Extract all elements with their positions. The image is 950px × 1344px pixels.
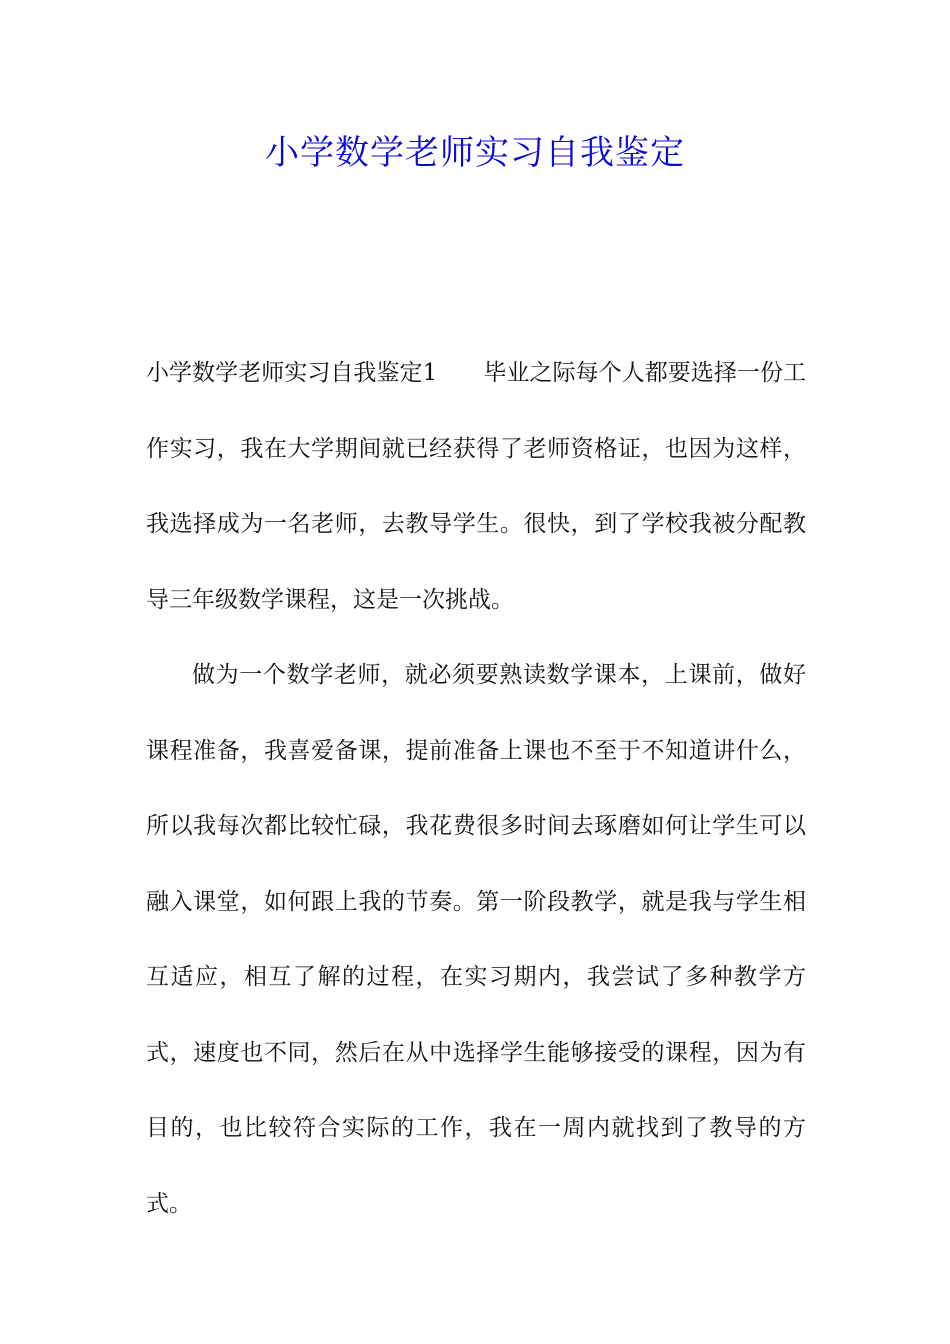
document-title: 小学数学老师实习自我鉴定 — [265, 133, 685, 173]
paragraph-2: 做为一个数学老师，就必须要熟读数学课本，上课前，做好课程准备，我喜爱备课，提前准备上课也不至于不知道讲什么，所以我每次都比较忙碌，我花费很多时间去琢磨如何让学生可以融入课堂，如何跟上我的节奏。第一阶段教学，就是我与学生相互适应，相互了解的过程，在实习期内，我尝试了多种教学方式，速度也不同，然后在从中选择学生能够接受的课程，因为有目的，也比较符合实际的工作，我在一周内就找到了教导的方式。 — [146, 662, 806, 1217]
paragraph-1: 小学数学老师实习自我鉴定1 毕业之际每个人都要选择一份工作实习，我在大学期间就已经获得了老师资格证，也因为这样，我选择成为一名老师，去教导学生。很快，到了学校我被分配教导三年级数学课程，这是一次挑战。 — [146, 360, 806, 613]
document-body — [146, 336, 806, 1242]
